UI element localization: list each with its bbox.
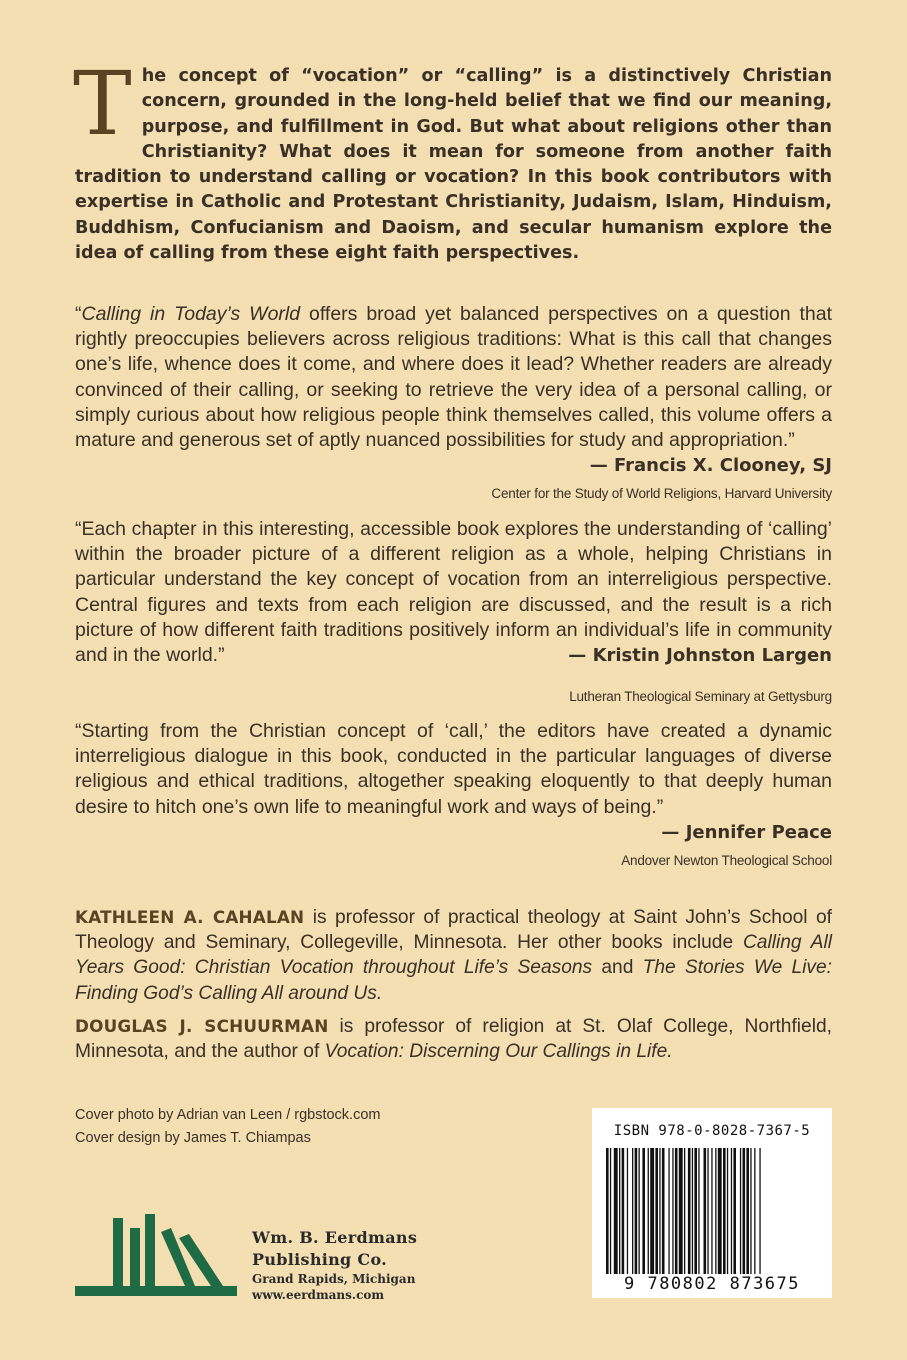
publisher-name-line1: Wm. B. Eerdmans — [252, 1228, 418, 1247]
endorsement-text: “Starting from the Christian concept of ‘call,’ the editors have created a dynamic interreligious dialogue in this book, conducted in the particular languages of diverse religious and ethical traditions, altogether speaking eloquently to that deeply human desire to hitch one’s own life to meaningful work and ways of being.” — [75, 720, 832, 818]
bio-text: and — [592, 957, 643, 979]
intro-paragraph — [73, 52, 832, 266]
open-quote: “ — [75, 303, 82, 325]
publisher-block — [252, 1227, 417, 1303]
endorsement-text: offers broad yet balanced perspectives on a question that rightly preoccupies believers across religious traditions: What is this call that changes one’s life, whence does it come, and where does it lead? Whether readers are already convinced of their calling, or seeking to retrieve the very idea of a personal calling, or simply curious about how religious people think themselves called, this volume offers a mature and generous set of aptly nuanced possibilities for study and appropriation.” — [75, 303, 833, 452]
book-title-italic: The Stories We Live: Finding God’s Calling All around Us. — [75, 957, 832, 1004]
endorsement-largen — [75, 517, 832, 668]
photo-credit: Cover photo by Adrian van Leen / rgbstock.com — [75, 1107, 381, 1123]
endorser-name: — Jennifer Peace — [661, 821, 832, 843]
endorsement-peace — [75, 719, 832, 845]
endorser-institution: Andover Newton Theological School — [621, 853, 832, 868]
endorser-institution: Center for the Study of World Religions, Harvard University — [491, 486, 832, 501]
bio-cahalan — [75, 905, 832, 1006]
book-title-italic: Calling in Today’s World — [81, 303, 301, 325]
endorsement-text: “Each chapter in this interesting, accessible book explores the understanding of ‘calling’ within the broader picture of a different religion as a whole, helping Christians in particular understand the key concept of vocation from an interreligious perspective. Central figures and texts from each religion are discussed, and the result is a rich picture of how different faith traditions positively inform an individual’s life in community and in the world.” — [75, 518, 832, 667]
author-name: KATHLEEN A. CAHALAN — [75, 907, 305, 927]
publisher-url[interactable]: www.eerdmans.com — [252, 1288, 385, 1302]
isbn-digits: 9 780802 873675 — [623, 1274, 801, 1294]
endorser-name: — Francis X. Clooney, SJ — [589, 455, 832, 477]
eerdmans-logo-icon — [75, 1210, 237, 1300]
drop-cap: T — [73, 52, 132, 155]
cover-credits — [75, 1104, 380, 1150]
bio-text: is professor of practical theology at Saint John’s School of Theology and Seminary, Collegeville, Minnesota. Her other books include — [75, 907, 832, 954]
publisher-city: Grand Rapids, Michigan — [252, 1272, 416, 1286]
intro-text: he concept of “vocation” or “calling” is a distinctively Christian concern, grounded in the long-held belief that we find our meaning, purpose, and fulfillment in God. But what about religions other than Christianity? What does it mean for someone from another faith tradition to understand calling or vocation? In this book contributors with expertise in Catholic and Protestant Christianity, Judaism, Islam, Hinduism, Buddhism, Confucianism and Daoism, and secular humanism explore the idea of calling from these eight faith perspectives. — [75, 66, 832, 264]
bio-schuurman — [75, 1014, 832, 1064]
book-title-italic: Calling All Years Good: Christian Vocation throughout Life’s Seasons — [75, 932, 832, 979]
endorsement-clooney — [75, 302, 832, 478]
endorser-name: — Kristin Johnston Largen — [568, 645, 832, 667]
author-name: DOUGLAS J. SCHUURMAN — [75, 1016, 329, 1036]
design-credit: Cover design by James T. Chiampas — [75, 1130, 311, 1146]
isbn-barcode — [592, 1108, 832, 1298]
bio-text: is professor of religion at St. Olaf College, Northfield, Minnesota, and the author of — [75, 1016, 832, 1063]
isbn-label: ISBN 978-0-8028-7367-5 — [613, 1123, 811, 1139]
book-title-italic: Vocation: Discerning Our Callings in Life. — [324, 1041, 673, 1063]
publisher-name-line2: Publishing Co. — [252, 1250, 388, 1269]
endorser-institution: Lutheran Theological Seminary at Gettysburg — [569, 689, 832, 704]
barcode-bars-icon — [606, 1148, 818, 1274]
